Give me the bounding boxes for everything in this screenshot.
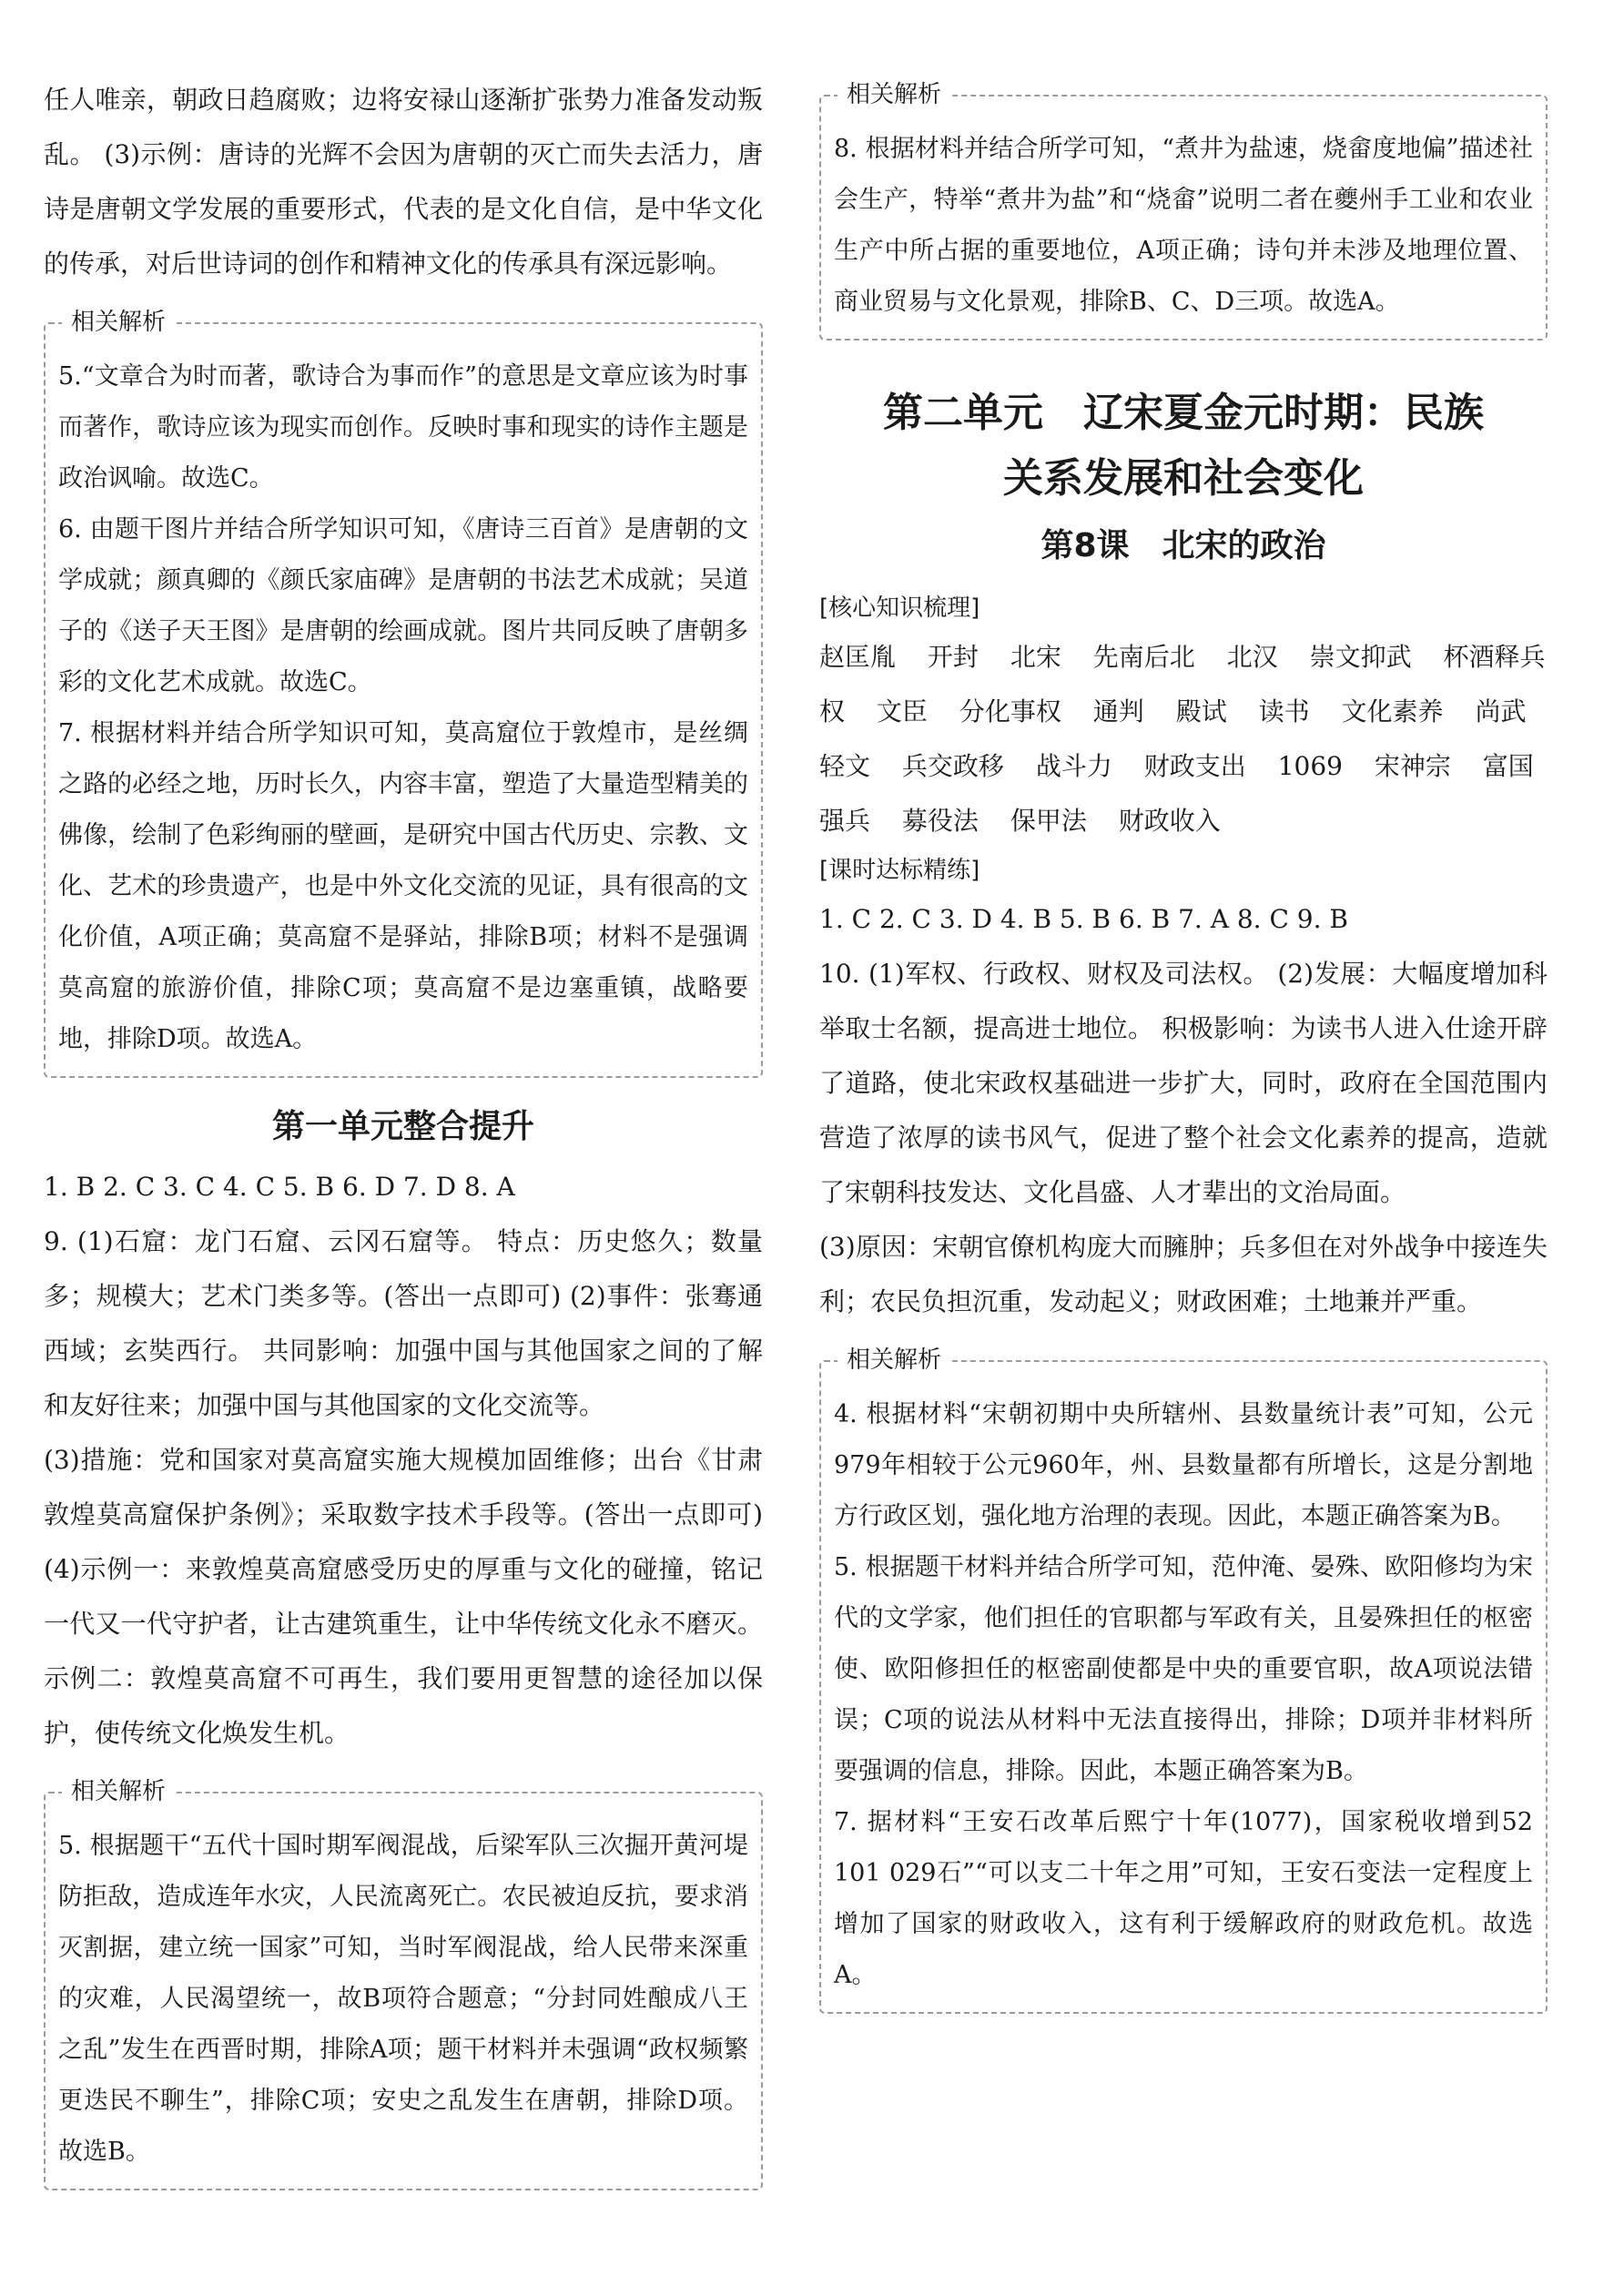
answer-line: 1. B 2. C 3. C 4. C 5. B 6. D 7. D 8. A — [44, 1172, 515, 1202]
keyword: 财政支出 — [1143, 751, 1246, 781]
keyword: 开封 — [927, 642, 979, 672]
analysis-label: 相关解析 — [62, 306, 175, 339]
keyword: 分化事权 — [959, 696, 1061, 726]
keyword: 杯酒释兵权 — [819, 642, 1546, 726]
keyword: 保甲法 — [1010, 806, 1087, 836]
analysis-label: 相关解析 — [837, 1344, 950, 1377]
keyword: 1069 — [1277, 751, 1343, 781]
analysis-item-8: 8. 根据材料并结合所学可知，“煮井为盐速，烧畲度地偏”描述社会生产，特举“煮井为盐”和“烧畲”说明二者在夔州手工业和农业生产中所占据的重要地位，A项正确；诗句并未涉及地理位置、商业贸易与文化景观，排除B、C、D三项。故选A。 — [834, 135, 1533, 316]
analysis-box-4 — [819, 1346, 1548, 2014]
keyword: 先南后北 — [1092, 642, 1195, 672]
keyword-list — [819, 630, 1548, 848]
keyword: 崇文抑武 — [1309, 642, 1412, 672]
analysis-label: 相关解析 — [62, 1775, 175, 1808]
practice-tag: [ 课时达标精练 ] — [819, 852, 979, 889]
keyword: 读书 — [1258, 696, 1310, 726]
analysis-box-2 — [44, 1778, 763, 2190]
keyword: 文臣 — [876, 696, 928, 726]
analysis-item-6: 6. 由题干图片并结合所学知识可知，《唐诗三百首》是唐朝的文学成就；颜真卿的《颜氏家庙碑》是唐朝的书法艺术成就；吴道子的《送子天王图》是唐朝的绘画成就。图片共同反映了唐朝多彩的文化艺术成就。故选C。 — [58, 515, 748, 696]
analysis-item-7: 7. 根据材料并结合所学知识可知，莫高窟位于敦煌市，是丝绸之路的必经之地，历时长久，内容丰富，塑造了大量造型精美的佛像，绘制了色彩绚丽的壁画，是研究中国古代历史、宗教、文化、艺术的珍贵遗产，也是中外文化交流的见证，具有很高的文化价值，A项正确；莫高窟不是驿站，排除B项；材料不是强调莫高窟的旅游价值，排除C项；莫高窟不是边塞重镇，战略要地，排除D项。故选A。 — [58, 719, 748, 1053]
analysis-item-4: 4. 根据材料“宋朝初期中央所辖州、县数量统计表”可知，公元979年相较于公元960年，州、县数量都有所增长，这是分割地方行政区划，强化地方治理的表现。因此，本题正确答案为B。 — [834, 1400, 1533, 1530]
question-9-part2: (3)措施：党和国家对莫高窟实施大规模加固维修；出台《甘肃敦煌莫高窟保护条例》；采取数字技术手段等。(答出一点即可) (4)示例一：来敦煌莫高窟感受历史的厚重与文化的碰撞，铭记一代又一代守护者，让古建筑重生，让中华传统文化永不磨灭。 示例二：敦煌莫高窟不可再生，我们要用更智慧的途径加以保护，使传统文化焕发生机。 — [44, 1445, 763, 1748]
keyword: 富国强兵 — [819, 751, 1534, 836]
intro-paragraph: 任人唯亲，朝政日趋腐败；边将安禄山逐渐扩张势力准备发动叛乱。 (3)示例：唐诗的光辉不会因为唐朝的灭亡而失去活力，唐诗是唐朝文学发展的重要形式，代表的是文化自信，是中华文化的传承，对后世诗词的创作和精神文化的传承具有深远影响。 — [44, 85, 763, 279]
question-9-part1: 9. (1)石窟：龙门石窟、云冈石窟等。 特点：历史悠久；数量多；规模大；艺术门类多等。(答出一点即可) (2)事件：张骞通西域；玄奘西行。 共同影响：加强中国与其他国家之间的了解和友好往来；加强中国与其他国家的文化交流等。 — [44, 1226, 763, 1420]
unit-title-line-1: 第二单元 辽宋夏金元时期：民族 — [883, 390, 1484, 436]
keyword: 财政收入 — [1118, 806, 1221, 836]
analysis-item-5c: 5. 根据题干材料并结合所学可知，范仲淹、晏殊、欧阳修均为宋代的文学家，他们担任的官职都与军政有关，且晏殊担任的枢密使、欧阳修担任的枢密副使都是中央的重要官职，故A项说法错误；C项的说法从材料中无法直接得出，排除；D项并非材料所要强调的信息，排除。因此，本题正确答案为B。 — [834, 1553, 1533, 1785]
question-10-part1: 10. (1)军权、行政权、财权及司法权。 (2)发展：大幅度增加科举取士名额，提高进士地位。 积极影响：为读书人进入仕途开辟了道路，使北宋政权基础进一步扩大，同时，政府在全国范围内营造了浓厚的读书风气，促进了整个社会文化素养的提高，造就了宋朝科技发达、文化昌盛、人才辈出的文治局面。 — [819, 959, 1548, 1207]
keyword: 赵匡胤 — [819, 642, 897, 672]
analysis-item-5b: 5. 根据题干“五代十国时期军阀混战，后梁军队三次掘开黄河堤防拒敌，造成连年水灾，人民流离死亡。农民被迫反抗，要求消灭割据，建立统一国家”可知，当时军阀混战，给人民带来深重的灾难，人民渴望统一，故B项符合题意；“分封同姓酿成八王之乱”发生在西晋时期，排除A项；题干材料并未强调“政权频繁更迭民不聊生”，排除C项；安史之乱发生在唐朝，排除D项。故选B。 — [58, 1832, 748, 2166]
keyword: 宋神宗 — [1374, 751, 1451, 781]
right-column — [819, 73, 1548, 2030]
analysis-item-5: 5.“文章合为时而著，歌诗合为事而作”的意思是文章应该为时事而著作，歌诗应该为现实而创作。反映时事和现实的诗作主题是政治讽喻。故选C。 — [58, 362, 748, 493]
analysis-label: 相关解析 — [837, 78, 950, 111]
keyword: 殿试 — [1175, 696, 1227, 726]
keyword: 文化素养 — [1341, 696, 1444, 726]
lesson-title: 第8课 北宋的政治 — [1040, 527, 1326, 564]
keyword: 通判 — [1092, 696, 1144, 726]
core-knowledge-tag: [ 核心知识梳理 ] — [819, 590, 979, 626]
unit-title-line-2: 关系发展和社会变化 — [1003, 455, 1364, 502]
analysis-box-1 — [44, 309, 763, 1078]
keyword: 北宋 — [1010, 642, 1061, 672]
answer-line: 1. C 2. C 3. D 4. B 5. B 6. B 7. A 8. C 9. B — [819, 904, 1348, 934]
left-column — [44, 73, 763, 2207]
question-10-part2: (3)原因：宋朝官僚机构庞大而臃肿；兵多但在对外战争中接连失利；农民负担沉重，发动起义；财政困难；土地兼并严重。 — [819, 1232, 1548, 1316]
unit-title — [819, 381, 1548, 512]
keyword: 尚武轻文 — [819, 696, 1527, 781]
keyword: 募役法 — [901, 806, 979, 836]
keyword: 战斗力 — [1035, 751, 1112, 781]
analysis-box-3 — [819, 81, 1548, 340]
analysis-item-7b: 7. 据材料“王安石改革后熙宁十年(1077)，国家税收增到52 101 029石”“可以支二十年之用”可知，王安石变法一定程度上增加了国家的财政收入，这有利于缓解政府的财政危机。故选A。 — [834, 1808, 1533, 1989]
section-title: 第一单元整合提升 — [271, 1108, 534, 1145]
keyword: 兵交政移 — [901, 751, 1004, 781]
keyword: 北汉 — [1226, 642, 1278, 672]
